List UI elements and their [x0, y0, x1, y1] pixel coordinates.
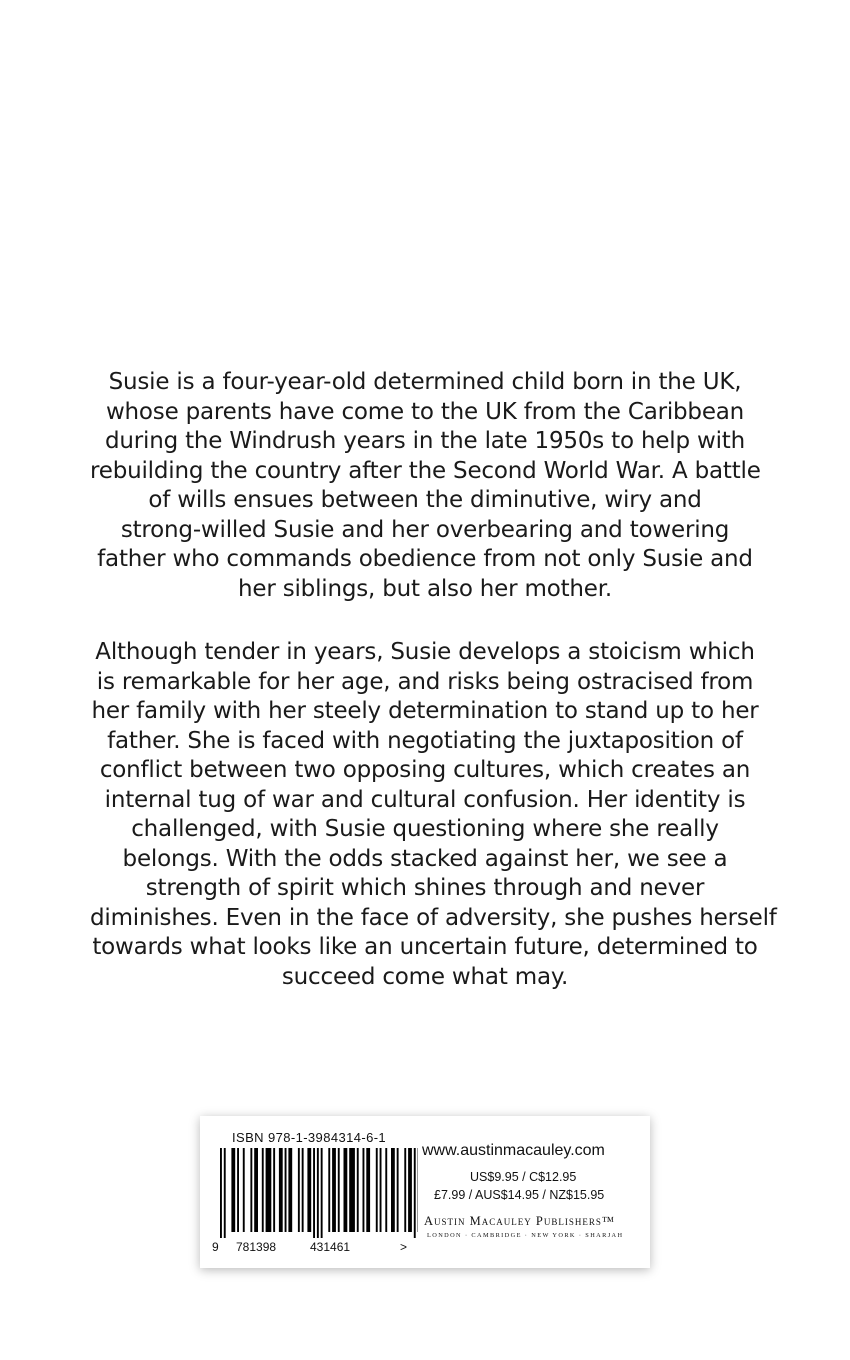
isbn-label: ISBN 978-1-3984314-6-1 — [232, 1130, 387, 1145]
barcode-bar — [397, 1148, 399, 1232]
blurb-line: father. She is faced with negotiating the juxtaposition of — [107, 727, 743, 754]
blurb-paragraph-1 — [90, 368, 760, 604]
publisher-website: www.austinmacauley.com — [422, 1142, 605, 1159]
blurb-line: Susie is a four-year-old determined child born in the UK, — [108, 369, 742, 395]
barcode-bar — [380, 1148, 382, 1232]
blurb-line: is remarkable for her age, and risks being ostracised from — [96, 668, 754, 695]
price-line-2: £7.99 / AUS$14.95 / NZ$15.95 — [434, 1188, 605, 1202]
barcode-bar — [332, 1148, 336, 1232]
barcode-bar — [328, 1148, 330, 1232]
blurb-line: internal tug of war and cultural confusion. Her identity is — [104, 786, 746, 813]
barcode-digits-right: 431461 — [310, 1240, 351, 1254]
barcode-bar — [357, 1148, 359, 1232]
blurb-line: her siblings, but also her mother. — [238, 575, 612, 602]
blurb-line: diminishes. Even in the face of adversity, she pushes herself — [90, 904, 777, 931]
barcode-image — [218, 1148, 418, 1238]
blurb-line: conflict between two opposing cultures, which creates an — [99, 757, 751, 783]
barcode-bar — [288, 1148, 292, 1232]
barcode-bar — [285, 1148, 287, 1232]
blurb-line: challenged, with Susie questioning where she really — [131, 816, 719, 842]
barcode-bar — [224, 1148, 226, 1238]
barcode-arrow: > — [400, 1240, 408, 1254]
barcode-digit-first: 9 — [212, 1240, 219, 1254]
price-line-1: US$9.95 / C$12.95 — [470, 1170, 577, 1184]
barcode-bar — [404, 1148, 406, 1232]
barcode-bar — [279, 1148, 283, 1232]
barcode-bar — [363, 1148, 365, 1232]
barcode-bar — [273, 1148, 275, 1232]
barcode-bar — [298, 1148, 300, 1232]
blurb-line: her family with her steely determination to stand up to her — [91, 698, 759, 724]
publisher-locations: LONDON · CAMBRIDGE · NEW YORK · SHARJAH — [427, 1232, 624, 1239]
barcode-digits-left: 781398 — [236, 1240, 277, 1254]
barcode-bar — [349, 1148, 355, 1232]
barcode-bar — [391, 1148, 395, 1232]
barcode-bar — [307, 1148, 311, 1232]
barcode-panel — [200, 1116, 650, 1268]
barcode-bar — [344, 1148, 348, 1232]
barcode-bar — [338, 1148, 340, 1232]
blurb-line: strength of spirit which shines through and never — [145, 875, 705, 901]
barcode-bar — [220, 1148, 222, 1238]
barcode-bar — [302, 1148, 304, 1232]
blurb-line: succeed come what may. — [281, 963, 569, 990]
barcode-bar — [313, 1148, 315, 1238]
barcode-bar — [266, 1148, 272, 1232]
blurb-line: of wills ensues between the diminutive, wiry and — [148, 487, 702, 513]
barcode-bar — [385, 1148, 387, 1232]
blurb-line: whose parents have come to the UK from the Caribbean — [105, 398, 745, 425]
blurb-line: Although tender in years, Susie develops a stoicism which — [95, 639, 755, 665]
barcode-bar — [254, 1148, 258, 1232]
blurb-paragraph-2 — [90, 638, 777, 992]
barcode-bar — [376, 1148, 378, 1232]
blurb-line: strong-willed Susie and her overbearing and towering — [120, 516, 730, 543]
barcode-bar — [408, 1148, 412, 1232]
publisher-name: Austin Macauley Publishers™ — [424, 1214, 616, 1228]
barcode-bar — [414, 1148, 416, 1238]
barcode-bar — [237, 1148, 239, 1232]
blurb-line: during the Windrush years in the late 1950s to help with — [104, 428, 746, 454]
barcode-bar — [262, 1148, 264, 1232]
barcode-bar — [243, 1148, 245, 1232]
blurb-line: towards what looks like an uncertain future, determined to — [92, 934, 758, 960]
blurb-line: father who commands obedience from not only Susie and — [97, 546, 753, 572]
barcode-bar — [321, 1148, 323, 1238]
barcode-bar — [250, 1148, 252, 1232]
barcode-bar — [317, 1148, 319, 1238]
barcode-bar — [231, 1148, 235, 1232]
barcode-bar — [366, 1148, 370, 1232]
blurb-line: belongs. With the odds stacked against her, we see a — [122, 845, 728, 872]
blurb-line: rebuilding the country after the Second World War. A battle — [90, 457, 761, 484]
